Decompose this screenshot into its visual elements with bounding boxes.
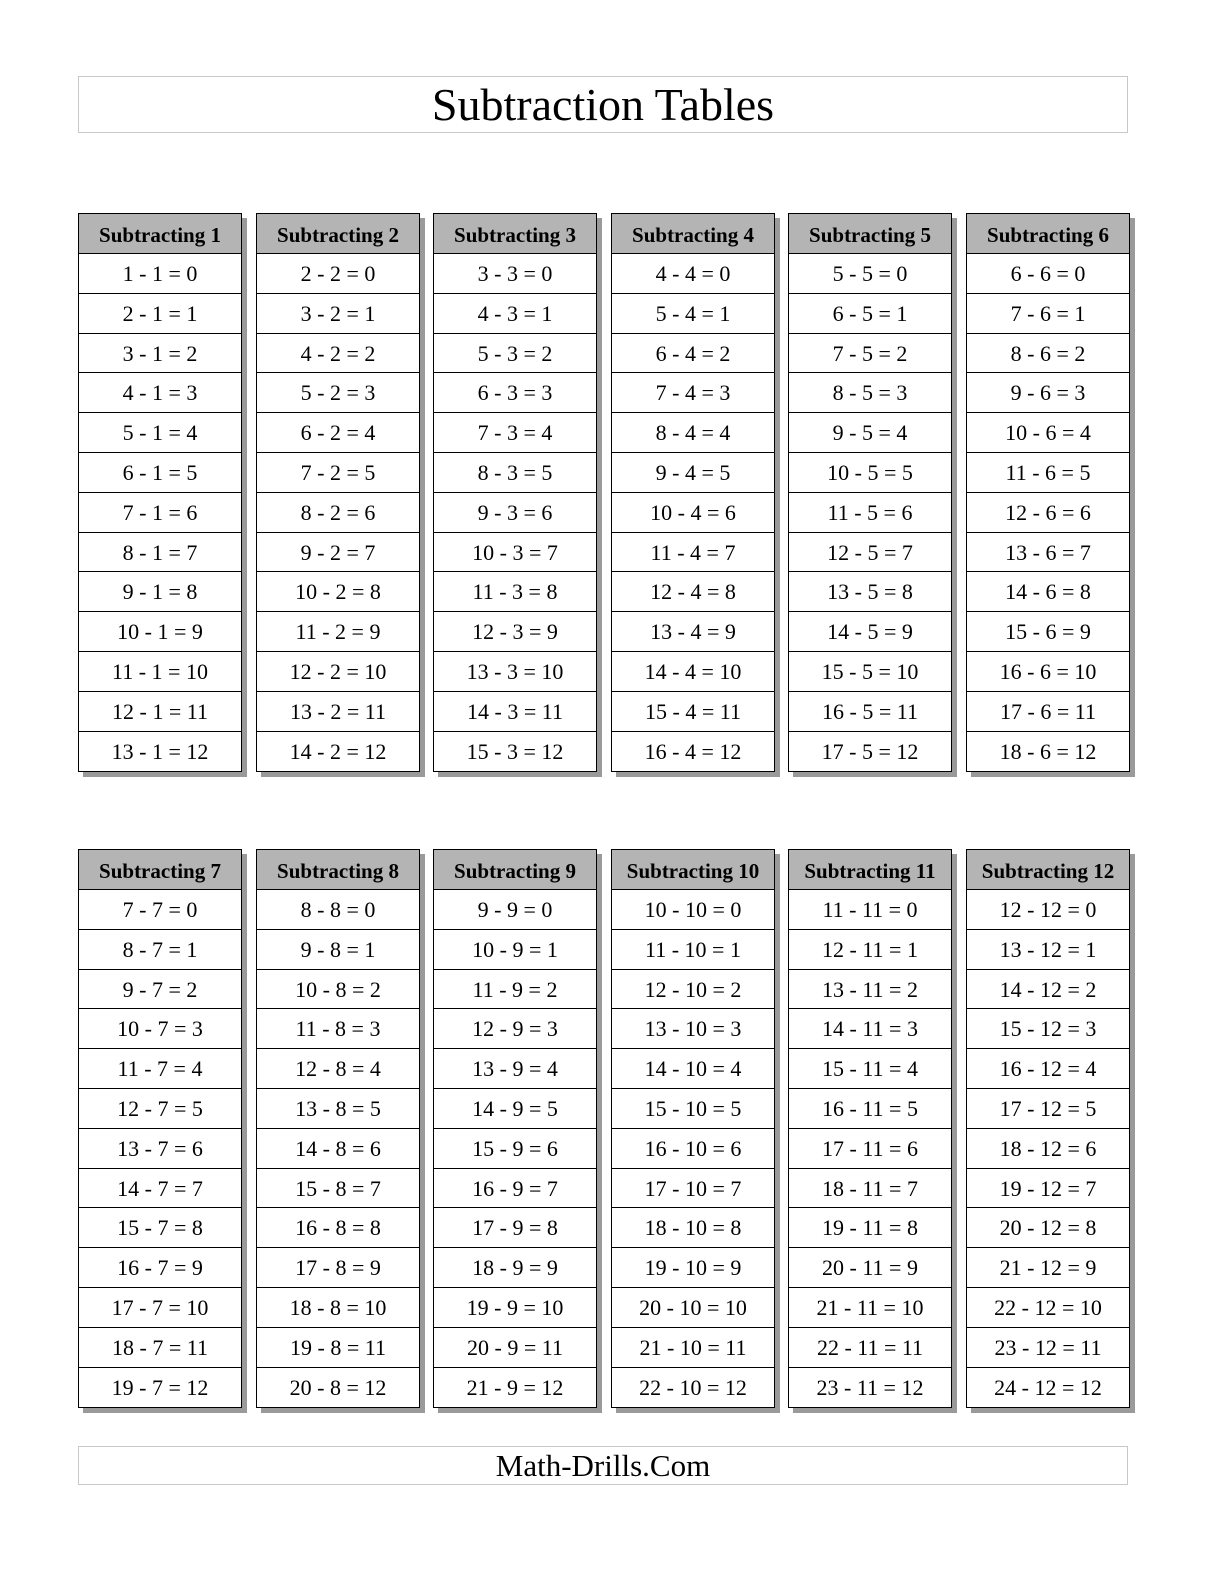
table-row: 8 - 7 = 1 [79, 930, 241, 970]
table-row: 12 - 3 = 9 [434, 612, 596, 652]
table-row: 10 - 6 = 4 [967, 413, 1129, 453]
table-row: 8 - 3 = 5 [434, 453, 596, 493]
table-row: 18 - 12 = 6 [967, 1129, 1129, 1169]
table-row: 6 - 2 = 4 [257, 413, 419, 453]
table-row: 13 - 9 = 4 [434, 1049, 596, 1089]
table-row: 3 - 3 = 0 [434, 254, 596, 294]
subtraction-table [966, 849, 1130, 1408]
subtraction-table [611, 849, 775, 1408]
table-row: 8 - 4 = 4 [612, 413, 774, 453]
table-row: 7 - 1 = 6 [79, 493, 241, 533]
subtraction-table [433, 213, 597, 772]
table-row: 13 - 1 = 12 [111, 738, 209, 764]
table-header: Subtracting 1 [79, 214, 241, 254]
table-row: 22 - 12 = 10 [967, 1288, 1129, 1328]
table-row: 13 - 11 = 2 [789, 970, 951, 1010]
table-row: 18 - 11 = 7 [789, 1169, 951, 1209]
table-row: 14 - 4 = 10 [612, 652, 774, 692]
table-row: 7 - 6 = 1 [967, 294, 1129, 334]
table-row: 1 - 1 = 0 [79, 254, 241, 294]
table-row: 13 - 12 = 1 [967, 930, 1129, 970]
table-row: 18 - 10 = 8 [612, 1208, 774, 1248]
table-row: 19 - 9 = 10 [434, 1288, 596, 1328]
table-row: 12 - 6 = 6 [967, 493, 1129, 533]
table-row: 19 - 12 = 7 [967, 1169, 1129, 1209]
table-row: 15 - 9 = 6 [434, 1129, 596, 1169]
table-row: 11 - 1 = 10 [79, 652, 241, 692]
table-row: 16 - 6 = 10 [967, 652, 1129, 692]
table-row: 5 - 4 = 1 [612, 294, 774, 334]
table-header: Subtracting 5 [789, 214, 951, 254]
table-header: Subtracting 4 [612, 214, 774, 254]
table-row: 14 - 7 = 7 [79, 1169, 241, 1209]
table-row: 21 - 12 = 9 [967, 1248, 1129, 1288]
subtraction-table [788, 849, 952, 1408]
table-row: 12 - 12 = 0 [967, 890, 1129, 930]
table-row: 15 - 8 = 7 [257, 1169, 419, 1209]
table-row: 18 - 6 = 12 [999, 738, 1097, 764]
table-row: 10 - 3 = 7 [434, 533, 596, 573]
table-row: 11 - 5 = 6 [789, 493, 951, 533]
table-row: 8 - 5 = 3 [789, 373, 951, 413]
table-row: 17 - 7 = 10 [79, 1288, 241, 1328]
table-header: Subtracting 6 [967, 214, 1129, 254]
subtraction-table [433, 849, 597, 1408]
table-row: 11 - 6 = 5 [967, 453, 1129, 493]
table-row: 16 - 11 = 5 [789, 1089, 951, 1129]
table-row: 13 - 4 = 9 [612, 612, 774, 652]
table-row: 22 - 11 = 11 [789, 1328, 951, 1368]
subtraction-table [256, 213, 420, 772]
table-row: 14 - 9 = 5 [434, 1089, 596, 1129]
table-row: 11 - 8 = 3 [257, 1009, 419, 1049]
table-row: 9 - 4 = 5 [612, 453, 774, 493]
table-row: 15 - 5 = 10 [789, 652, 951, 692]
table-row: 20 - 10 = 10 [612, 1288, 774, 1328]
table-row: 6 - 1 = 5 [79, 453, 241, 493]
table-row: 12 - 10 = 2 [612, 970, 774, 1010]
table-row: 22 - 10 = 12 [639, 1374, 747, 1400]
table-row: 9 - 9 = 0 [434, 890, 596, 930]
table-row: 11 - 11 = 0 [789, 890, 951, 930]
subtraction-table [256, 849, 420, 1408]
table-row: 10 - 8 = 2 [257, 970, 419, 1010]
table-row: 16 - 4 = 12 [644, 738, 742, 764]
table-row: 17 - 12 = 5 [967, 1089, 1129, 1129]
table-header: Subtracting 8 [257, 850, 419, 890]
table-row: 14 - 12 = 2 [967, 970, 1129, 1010]
table-row: 16 - 12 = 4 [967, 1049, 1129, 1089]
table-row: 7 - 4 = 3 [612, 373, 774, 413]
table-row: 10 - 7 = 3 [79, 1009, 241, 1049]
table-row: 18 - 9 = 9 [434, 1248, 596, 1288]
table-row: 2 - 1 = 1 [79, 294, 241, 334]
table-row: 17 - 11 = 6 [789, 1129, 951, 1169]
table-row: 6 - 3 = 3 [434, 373, 596, 413]
table-row: 15 - 10 = 5 [612, 1089, 774, 1129]
table-row: 11 - 4 = 7 [612, 533, 774, 573]
table-row: 19 - 7 = 12 [111, 1374, 209, 1400]
table-header: Subtracting 3 [434, 214, 596, 254]
table-header: Subtracting 9 [434, 850, 596, 890]
table-row: 9 - 8 = 1 [257, 930, 419, 970]
table-row: 7 - 2 = 5 [257, 453, 419, 493]
table-row: 21 - 9 = 12 [466, 1374, 564, 1400]
table-row: 7 - 3 = 4 [434, 413, 596, 453]
table-row: 15 - 3 = 12 [466, 738, 564, 764]
table-row: 4 - 2 = 2 [257, 334, 419, 374]
table-header: Subtracting 2 [257, 214, 419, 254]
table-row: 5 - 5 = 0 [789, 254, 951, 294]
table-row: 11 - 9 = 2 [434, 970, 596, 1010]
table-row: 6 - 4 = 2 [612, 334, 774, 374]
table-row: 4 - 3 = 1 [434, 294, 596, 334]
table-row: 10 - 10 = 0 [612, 890, 774, 930]
table-row: 18 - 7 = 11 [79, 1328, 241, 1368]
table-row: 6 - 5 = 1 [789, 294, 951, 334]
table-row: 4 - 1 = 3 [79, 373, 241, 413]
table-row: 19 - 10 = 9 [612, 1248, 774, 1288]
subtraction-table [966, 213, 1130, 772]
table-row: 16 - 7 = 9 [79, 1248, 241, 1288]
table-row: 17 - 5 = 12 [821, 738, 919, 764]
table-row: 23 - 11 = 12 [816, 1374, 924, 1400]
subtraction-table [78, 849, 242, 1408]
page-footer: Math-Drills.Com [78, 1446, 1128, 1485]
table-row: 5 - 1 = 4 [79, 413, 241, 453]
table-row: 4 - 4 = 0 [612, 254, 774, 294]
table-row: 9 - 3 = 6 [434, 493, 596, 533]
table-row: 11 - 2 = 9 [257, 612, 419, 652]
page-title: Subtraction Tables [78, 76, 1128, 133]
table-row: 19 - 8 = 11 [257, 1328, 419, 1368]
table-row: 12 - 1 = 11 [79, 692, 241, 732]
table-row: 8 - 2 = 6 [257, 493, 419, 533]
table-row: 20 - 8 = 12 [289, 1374, 387, 1400]
table-row: 15 - 12 = 3 [967, 1009, 1129, 1049]
table-row: 9 - 5 = 4 [789, 413, 951, 453]
table-row: 21 - 11 = 10 [789, 1288, 951, 1328]
subtraction-table [788, 213, 952, 772]
table-row: 11 - 7 = 4 [79, 1049, 241, 1089]
table-row: 8 - 6 = 2 [967, 334, 1129, 374]
table-row: 9 - 7 = 2 [79, 970, 241, 1010]
table-row: 8 - 1 = 7 [79, 533, 241, 573]
table-row: 16 - 9 = 7 [434, 1169, 596, 1209]
table-row: 14 - 2 = 12 [289, 738, 387, 764]
table-row: 17 - 6 = 11 [967, 692, 1129, 732]
table-row: 17 - 9 = 8 [434, 1208, 596, 1248]
table-row: 13 - 6 = 7 [967, 533, 1129, 573]
table-row: 13 - 7 = 6 [79, 1129, 241, 1169]
table-row: 10 - 2 = 8 [257, 572, 419, 612]
table-row: 13 - 3 = 10 [434, 652, 596, 692]
table-row: 12 - 8 = 4 [257, 1049, 419, 1089]
table-row: 6 - 6 = 0 [967, 254, 1129, 294]
table-row: 14 - 11 = 3 [789, 1009, 951, 1049]
table-row: 5 - 3 = 2 [434, 334, 596, 374]
table-row: 12 - 2 = 10 [257, 652, 419, 692]
table-row: 17 - 10 = 7 [612, 1169, 774, 1209]
table-row: 12 - 11 = 1 [789, 930, 951, 970]
table-row: 14 - 10 = 4 [612, 1049, 774, 1089]
table-row: 10 - 9 = 1 [434, 930, 596, 970]
table-row: 8 - 8 = 0 [257, 890, 419, 930]
table-row: 13 - 8 = 5 [257, 1089, 419, 1129]
table-row: 12 - 7 = 5 [79, 1089, 241, 1129]
subtraction-table [78, 213, 242, 772]
table-row: 14 - 8 = 6 [257, 1129, 419, 1169]
table-row: 9 - 1 = 8 [79, 572, 241, 612]
table-row: 12 - 5 = 7 [789, 533, 951, 573]
table-row: 3 - 2 = 1 [257, 294, 419, 334]
table-row: 16 - 10 = 6 [612, 1129, 774, 1169]
table-header: Subtracting 7 [79, 850, 241, 890]
table-row: 10 - 5 = 5 [789, 453, 951, 493]
table-row: 7 - 7 = 0 [79, 890, 241, 930]
table-row: 15 - 11 = 4 [789, 1049, 951, 1089]
table-row: 20 - 11 = 9 [789, 1248, 951, 1288]
table-row: 7 - 5 = 2 [789, 334, 951, 374]
table-row: 15 - 4 = 11 [612, 692, 774, 732]
table-row: 15 - 7 = 8 [79, 1208, 241, 1248]
table-row: 11 - 3 = 8 [434, 572, 596, 612]
table-row: 14 - 6 = 8 [967, 572, 1129, 612]
table-row: 9 - 6 = 3 [967, 373, 1129, 413]
table-row: 18 - 8 = 10 [257, 1288, 419, 1328]
table-row: 13 - 5 = 8 [789, 572, 951, 612]
table-row: 16 - 5 = 11 [789, 692, 951, 732]
table-header: Subtracting 12 [967, 850, 1129, 890]
table-row: 5 - 2 = 3 [257, 373, 419, 413]
table-row: 21 - 10 = 11 [612, 1328, 774, 1368]
table-row: 13 - 2 = 11 [257, 692, 419, 732]
table-row: 14 - 3 = 11 [434, 692, 596, 732]
table-row: 10 - 4 = 6 [612, 493, 774, 533]
table-header: Subtracting 10 [612, 850, 774, 890]
table-row: 16 - 8 = 8 [257, 1208, 419, 1248]
table-header: Subtracting 11 [789, 850, 951, 890]
table-row: 24 - 12 = 12 [994, 1374, 1102, 1400]
table-row: 12 - 9 = 3 [434, 1009, 596, 1049]
table-row: 14 - 5 = 9 [789, 612, 951, 652]
table-row: 19 - 11 = 8 [789, 1208, 951, 1248]
table-row: 12 - 4 = 8 [612, 572, 774, 612]
table-row: 15 - 6 = 9 [967, 612, 1129, 652]
table-row: 11 - 10 = 1 [612, 930, 774, 970]
table-row: 23 - 12 = 11 [967, 1328, 1129, 1368]
table-row: 17 - 8 = 9 [257, 1248, 419, 1288]
table-row: 20 - 12 = 8 [967, 1208, 1129, 1248]
table-row: 10 - 1 = 9 [79, 612, 241, 652]
table-row: 20 - 9 = 11 [434, 1328, 596, 1368]
table-row: 2 - 2 = 0 [257, 254, 419, 294]
subtraction-table [611, 213, 775, 772]
table-row: 9 - 2 = 7 [257, 533, 419, 573]
table-row: 3 - 1 = 2 [79, 334, 241, 374]
table-row: 13 - 10 = 3 [612, 1009, 774, 1049]
